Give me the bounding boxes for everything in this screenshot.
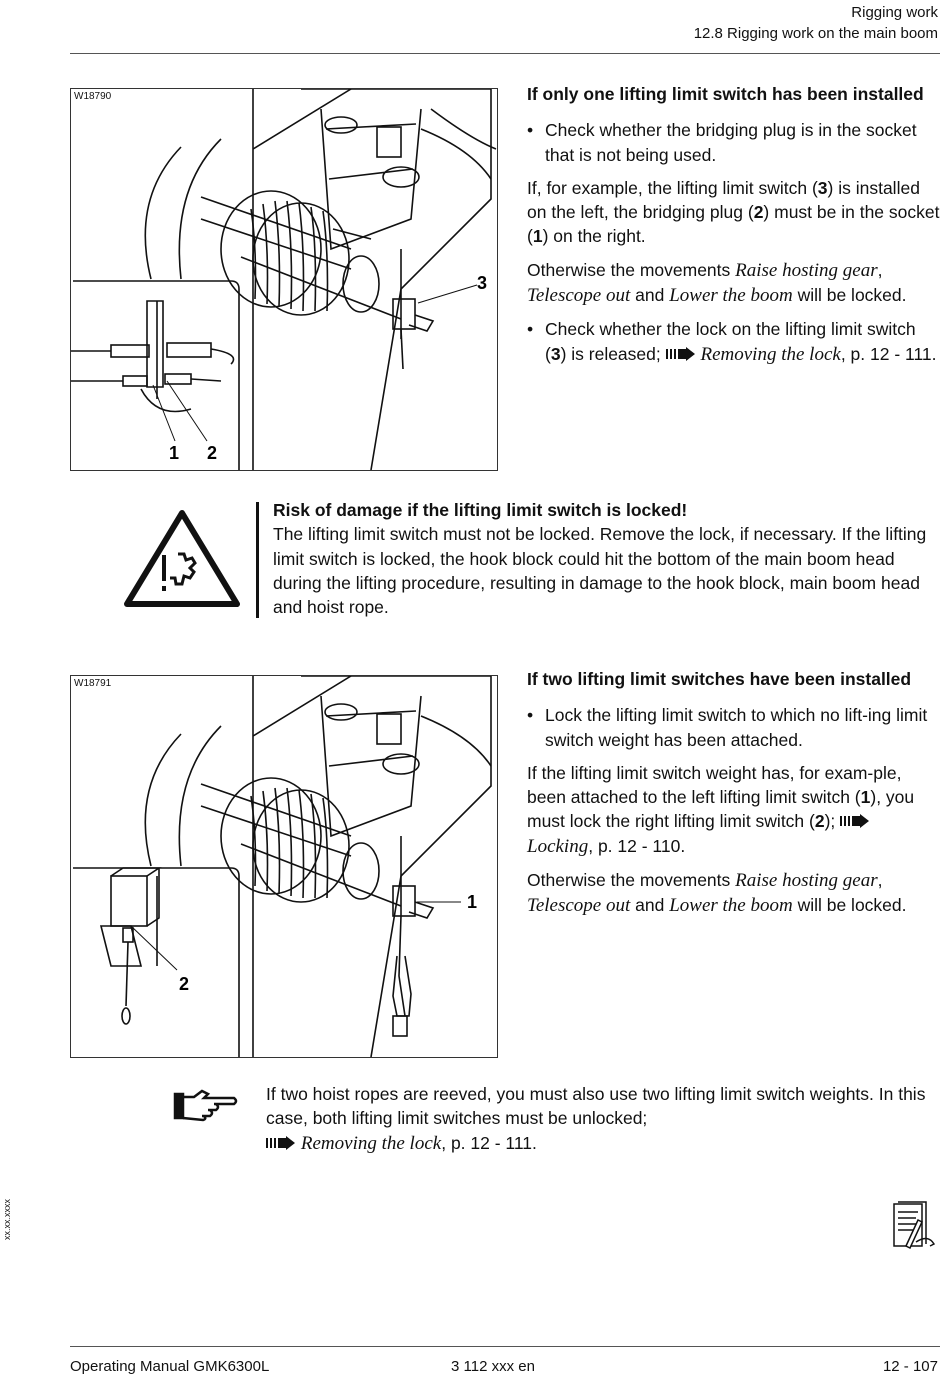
header-rule: [70, 53, 940, 54]
footer-page-number: 12 - 107: [882, 1358, 938, 1375]
section-two-installed: [527, 667, 940, 928]
callout-2: 2: [179, 974, 190, 994]
pointing-hand-icon: [172, 1088, 240, 1122]
document-pen-icon: [892, 1200, 938, 1250]
chapter-title: Rigging work: [851, 4, 938, 21]
figure-id: W18790: [74, 91, 112, 102]
page-header: [694, 2, 938, 44]
note-block: If two hoist ropes are reeved, you must also use two lifting limit switch weights. In this case, both lifting limit switches must be unlocked; Removing the lock, p. 12 - 111.: [266, 1084, 926, 1154]
paragraph-weight-example: If the lifting limit switch weight has, for exam-ple, been attached to the left lifting limit switch (1), you must lock the right lifting limit switch (2); Locking, p. 12 - 110.: [527, 762, 915, 857]
reference-arrow-icon: [666, 347, 696, 361]
bullet-check-lock-released: • Check whether the lock on the lifting limit switch (3) is released; Removing the lock, p. 12 - 111.: [527, 319, 937, 365]
figure-id: W18791: [74, 678, 112, 689]
callout-1: 1: [467, 892, 478, 912]
warning-bar: [256, 502, 259, 618]
link-removing-the-lock[interactable]: Removing the lock: [300, 1132, 442, 1154]
section-one-heading: If only one lifting limit switch has been installed: [527, 84, 924, 104]
boom-head-illustration: [71, 89, 497, 470]
section-one-installed: [527, 82, 940, 376]
paragraph-otherwise-locked: Otherwise the movements Raise hosting gear, Telescope out and Lower the boom will be locked.: [527, 870, 907, 917]
warning-body: The lifting limit switch must not be locked. Remove the lock, if necessary. If the lifting limit switch is locked, the hook block could hit the bottom of the main boom head during the lifting procedure, resulting in damage to the hook block, main boom head and hoist rope.: [273, 524, 927, 618]
reference-arrow-icon: [840, 814, 870, 828]
warning-title: Risk of damage if the lifting limit switch is locked!: [273, 500, 688, 520]
bullet-lock-switch: • Lock the lifting limit switch to which no lift-ing limit switch weight has been attached.: [527, 705, 928, 750]
side-code: xx.xx.xxxx: [2, 1198, 12, 1240]
figure-w18790: [70, 88, 498, 471]
link-locking[interactable]: Locking: [527, 835, 589, 857]
warning-block: [273, 498, 943, 619]
callout-3: 3: [477, 273, 488, 293]
footer-rule: [70, 1346, 940, 1347]
boom-head-two-switches-illustration: [71, 676, 497, 1057]
paragraph-example-left: If, for example, the lifting limit switch (3) is installed on the left, the bridging plug (2) must be in the socket (1) on the right.: [527, 177, 940, 247]
footer-document-number: 3 112 xxx en: [451, 1358, 535, 1375]
section-title: 12.8 Rigging work on the main boom: [693, 25, 938, 42]
section-two-heading: If two lifting limit switches have been installed: [527, 669, 912, 689]
figure-w18791: [70, 675, 498, 1058]
callout-1: 1: [169, 443, 180, 463]
warning-triangle-icon: [122, 508, 242, 608]
footer-manual-title: Operating Manual GMK6300L: [70, 1358, 270, 1375]
note-text: If two hoist ropes are reeved, you must also use two lifting limit switch weights. In this case, both lifting limit switches must be unlocked;: [266, 1084, 926, 1129]
reference-arrow-icon: [266, 1136, 296, 1150]
bullet-check-bridging-plug: • Check whether the bridging plug is in the socket that is not being used.: [527, 120, 917, 165]
callout-2: 2: [207, 443, 218, 463]
link-removing-the-lock[interactable]: Removing the lock: [700, 343, 841, 365]
paragraph-otherwise-locked: Otherwise the movements Raise hosting gear, Telescope out and Lower the boom will be locked.: [527, 259, 907, 307]
